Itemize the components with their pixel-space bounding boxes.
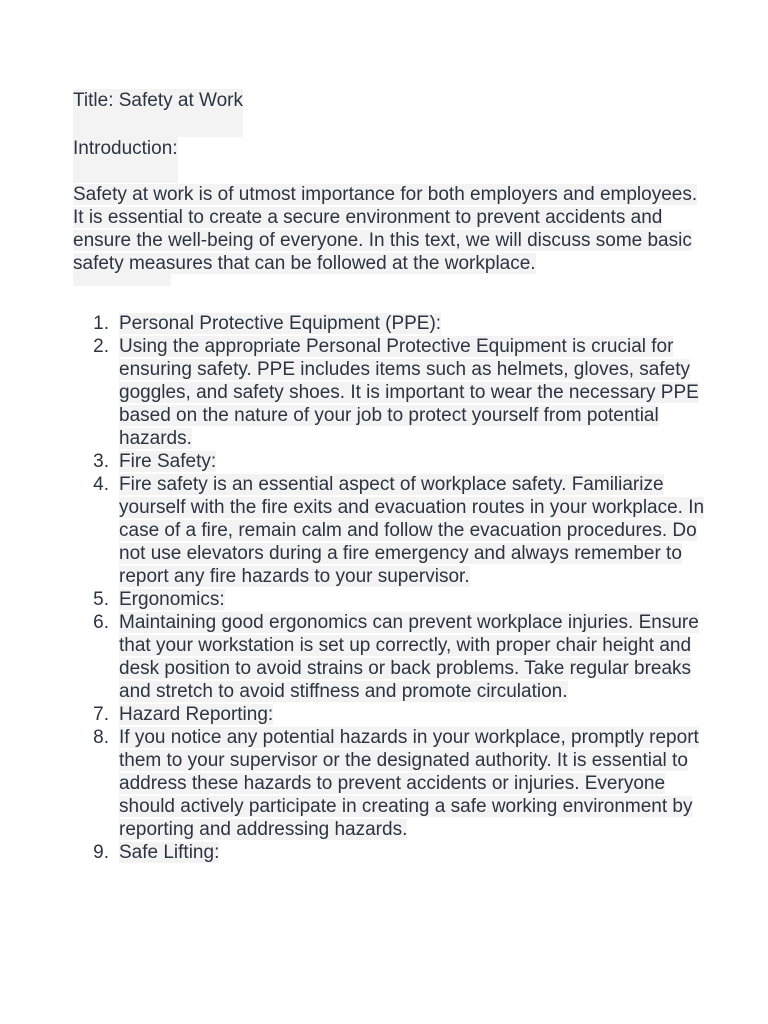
intro-paragraph: Safety at work is of utmost importance for both employers and employees. It is essential to create a secure environment to prevent accidents and ensure the well-being of everyone. In this text, we will discuss some basic safety measures that can be followed at the workplace. xyxy=(73,184,698,274)
document-title: Title: Safety at Work xyxy=(73,90,243,111)
list-number: 7. xyxy=(93,704,109,725)
list-item xyxy=(73,841,708,864)
document-title-block xyxy=(73,89,243,137)
list-item-text: Safe Lifting: xyxy=(119,842,220,863)
list-number: 2. xyxy=(93,336,109,357)
list-item-text: Maintaining good ergonomics can prevent workplace injuries. Ensure that your workstation is set up correctly, with proper chair height and desk position to avoid strains or back problems. Take regular breaks and stretch to avoid stiffness and promote circulation. xyxy=(119,612,699,702)
list-number: 5. xyxy=(93,589,109,610)
list-number: 3. xyxy=(93,451,109,472)
list-number: 8. xyxy=(93,727,109,748)
intro-heading-block xyxy=(73,137,178,183)
paragraph-highlight-tail xyxy=(73,274,171,286)
list-number: 4. xyxy=(93,474,109,495)
list-item-text: Personal Protective Equipment (PPE): xyxy=(119,313,442,334)
list-item-text: Ergonomics: xyxy=(119,589,225,610)
intro-heading: Introduction: xyxy=(73,138,178,159)
list-item xyxy=(73,703,708,726)
list-number: 6. xyxy=(93,612,109,633)
list-item xyxy=(73,726,708,841)
list-item-text: Fire safety is an essential aspect of workplace safety. Familiarize yourself with the fire exits and evacuation routes in your workplace. In case of a fire, remain calm and follow the evacuation procedures. Do not use elevators during a fire emergency and always remember to report any fire hazards to your supervisor. xyxy=(119,474,705,587)
list-item-text: Hazard Reporting: xyxy=(119,704,274,725)
list-item xyxy=(73,450,708,473)
list-number: 9. xyxy=(93,842,109,863)
list-item xyxy=(73,312,708,335)
list-number: 1. xyxy=(93,313,109,334)
list-item-text: Fire Safety: xyxy=(119,451,217,472)
safety-list xyxy=(73,312,708,864)
intro-paragraph-block xyxy=(73,183,708,298)
list-item xyxy=(73,473,708,588)
list-item-text: If you notice any potential hazards in your workplace, promptly report them to your supervisor or the designated authority. It is essential to address these hazards to prevent accidents or injuries. Everyone should actively participate in creating a safe working environment by reporting and addressing hazards. xyxy=(119,727,699,840)
list-item-text: Using the appropriate Personal Protective Equipment is crucial for ensuring safety. PPE includes items such as helmets, gloves, safety goggles, and safety shoes. It is important to wear the necessary PPE based on the nature of your job to protect yourself from potential hazards. xyxy=(119,336,699,449)
list-item xyxy=(73,611,708,703)
list-item xyxy=(73,335,708,450)
list-item xyxy=(73,588,708,611)
